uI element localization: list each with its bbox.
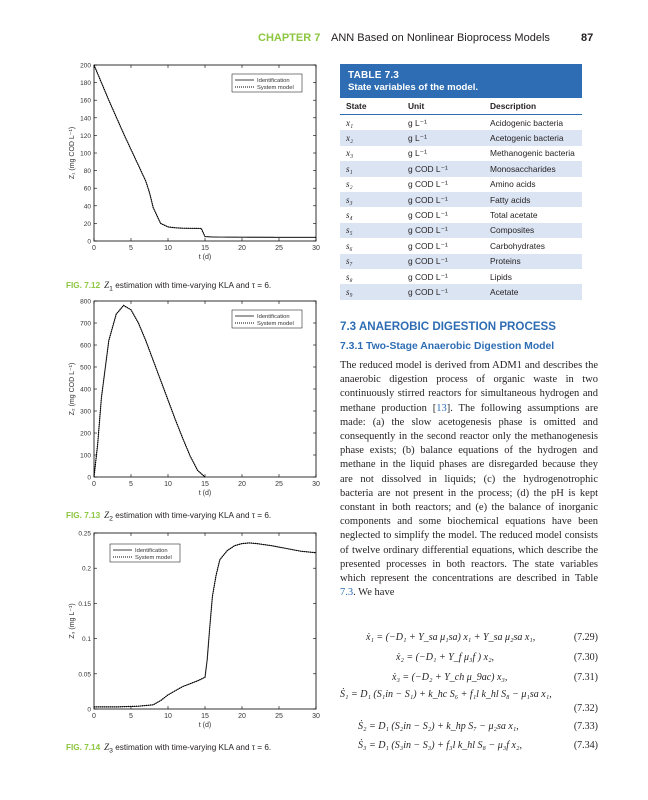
z1-chart — [62, 60, 332, 280]
y-axis-label: Z₁ (mg COD L⁻¹) — [69, 126, 76, 180]
unit-cell: g COD L⁻¹ — [408, 240, 448, 251]
table-ref-link[interactable]: 7.3 — [340, 587, 354, 599]
figure-number: FIG. 7.12 — [66, 281, 101, 290]
table-row — [340, 130, 582, 145]
table-column-headers — [340, 98, 582, 115]
table-row — [340, 254, 582, 269]
unit-cell: g COD L⁻¹ — [408, 194, 448, 205]
y-tick-label: 0.05 — [78, 671, 91, 679]
table-caption: State variables of the model. — [348, 82, 479, 93]
y-tick-label: 100 — [80, 150, 91, 158]
equation-body: ẋ₃ = (−D₂ + Y_ch μ_9ac) x₃, — [392, 672, 508, 683]
table-row — [340, 207, 582, 222]
x-tick-label: 10 — [164, 713, 172, 720]
state-cell: s₇ — [346, 256, 353, 267]
x-axis-label: t (d) — [198, 490, 212, 497]
x-tick-label: 30 — [312, 245, 320, 252]
equation-number: (7.33) — [573, 721, 598, 732]
table-7-3 — [340, 64, 582, 300]
legend-label-identification: Identification — [257, 314, 290, 320]
y-axis-label: Z₃ (mg L⁻¹) — [69, 603, 76, 639]
x-tick-label: 5 — [129, 713, 133, 720]
y-tick-label: 600 — [80, 342, 91, 350]
table-row — [340, 192, 582, 207]
equation-7-34 — [340, 740, 598, 756]
equation-number: (7.29) — [573, 632, 598, 643]
state-cell: s₅ — [346, 225, 353, 236]
y-tick-label: 100 — [80, 452, 91, 460]
state-cell: s₉ — [346, 286, 353, 297]
unit-cell: g L⁻¹ — [408, 117, 427, 128]
description-cell: Carbohydrates — [490, 240, 545, 251]
state-cell: s₁ — [346, 163, 353, 174]
unit-cell: g COD L⁻¹ — [408, 256, 448, 267]
paragraph-text: ]. The following assumptions are made: (a) the slow acetogenesis phase is omitted and consequently in the second reactor only the methanogenesis phase exists; (b) balance equations of the hydrogen and methane in the liquid phases are disregarded because they are not dissolved in liquids; (c) the hydrogenotrophic bacteria are not present in the process; (d) the pH is kept constant in both reactors; and (e) the balance of inorganic components and some biochemical equations have been neglected to simplify the model. The reduced model consists of twelve ordinary differential equations, which describe the presented processes in both reactors. The state variables which represent the concentrations are described in Table — [340, 402, 598, 585]
y-tick-label: 140 — [80, 115, 91, 123]
state-cell: x₂ — [346, 133, 354, 144]
legend-label-system-model: System model — [135, 555, 172, 561]
x-tick-label: 30 — [312, 713, 320, 720]
table-body — [340, 115, 582, 300]
description-cell: Amino acids — [490, 179, 536, 190]
equation-7-29 — [340, 632, 598, 648]
chapter-label: CHAPTER 7 — [258, 32, 321, 44]
equation-number: (7.30) — [573, 652, 598, 663]
paragraph-text: The reduced model is derived from ADM1 and describes the anaerobic digestion process of organic waste in two continuously stirred reactors for simultaneous hydrogen and methane production [ — [340, 360, 598, 414]
citation-link[interactable]: 13 — [436, 402, 447, 414]
y-tick-label: 60 — [83, 185, 91, 193]
running-header — [0, 32, 648, 48]
table-row — [340, 177, 582, 192]
state-cell: x₁ — [346, 117, 354, 128]
x-tick-label: 15 — [201, 713, 209, 720]
table-label: TABLE 7.3 — [348, 70, 400, 81]
description-cell: Fatty acids — [490, 194, 531, 205]
equation-7-31 — [340, 672, 598, 688]
figure-number: FIG. 7.13 — [66, 511, 101, 520]
caption-text: estimation with time-varying KLA and τ = 6. — [115, 511, 272, 520]
unit-cell: g COD L⁻¹ — [408, 179, 448, 190]
caption-text: estimation with time-varying KLA and τ = 6. — [115, 743, 272, 752]
x-tick-label: 15 — [201, 481, 209, 488]
y-tick-label: 0 — [87, 706, 91, 714]
x-tick-label: 25 — [275, 481, 283, 488]
paragraph-text: . We have — [353, 587, 395, 599]
x-tick-label: 30 — [312, 481, 320, 488]
description-cell: Total acetate — [490, 210, 538, 221]
unit-cell: g COD L⁻¹ — [408, 163, 448, 174]
table-row — [340, 223, 582, 238]
y-axis-label: Z₂ (mg COD L⁻¹) — [69, 362, 76, 416]
x-tick-label: 25 — [275, 245, 283, 252]
y-tick-label: 400 — [80, 386, 91, 394]
z2-chart — [62, 296, 332, 506]
subsection-heading: 7.3.1 Two-Stage Anaerobic Digestion Model — [340, 341, 555, 352]
x-tick-label: 5 — [129, 245, 133, 252]
x-tick-label: 20 — [238, 245, 246, 252]
unit-cell: g L⁻¹ — [408, 148, 427, 159]
equation-body: Ṡ₂ = D₁ (S₂in − S₂) + k_hp S₇ − μ₂sa x₁, — [358, 721, 519, 732]
col-header-description: Description — [490, 101, 537, 111]
y-tick-label: 0 — [87, 238, 91, 246]
z3-chart — [62, 528, 332, 738]
table-row — [340, 269, 582, 284]
y-tick-label: 180 — [80, 80, 91, 88]
table-header-bar — [340, 64, 582, 98]
unit-cell: g COD L⁻¹ — [408, 210, 448, 221]
equation-body: Ṡ₁ = D₁ (S₁in − S₁) + k_hc S₆ + f₁l k_hl S₈ − μ₁sa x₁, — [340, 689, 552, 700]
x-tick-label: 10 — [164, 481, 172, 488]
figure-7-13 — [62, 296, 332, 506]
legend-label-system-model: System model — [257, 85, 294, 91]
equation-body: Ṡ₃ = D₁ (S₃in − S₃) + f₃l k_hl S₈ − μ₃f x₂, — [358, 740, 522, 751]
table-row — [340, 161, 582, 176]
description-cell: Methanogenic bacteria — [490, 148, 575, 159]
y-tick-label: 40 — [83, 203, 91, 211]
x-tick-label: 15 — [201, 245, 209, 252]
equation-number: (7.34) — [573, 740, 598, 751]
state-cell: x₃ — [346, 148, 354, 159]
figure-7-13-caption — [66, 510, 271, 523]
x-tick-label: 0 — [92, 713, 96, 720]
table-row — [340, 238, 582, 253]
unit-cell: g COD L⁻¹ — [408, 271, 448, 282]
y-tick-label: 700 — [80, 320, 91, 328]
description-cell: Acidogenic bacteria — [490, 117, 564, 128]
y-tick-label: 200 — [80, 430, 91, 438]
caption-sub: 1 — [109, 285, 113, 293]
y-tick-label: 500 — [80, 364, 91, 372]
legend-label-system-model: System model — [257, 321, 294, 327]
equation-body: ẋ₂ = (−D₁ + Y_f μ₃f ) x₂, — [396, 652, 495, 663]
y-tick-label: 0.2 — [81, 565, 91, 573]
x-tick-label: 5 — [129, 481, 133, 488]
y-tick-label: 0.1 — [81, 636, 91, 644]
caption-var: Z — [104, 510, 110, 520]
state-cell: s₃ — [346, 194, 353, 205]
y-tick-label: 160 — [80, 97, 91, 105]
table-row — [340, 146, 582, 161]
x-axis-label: t (d) — [198, 722, 212, 729]
equation-7-30 — [340, 652, 598, 668]
figure-7-12-caption — [66, 280, 271, 293]
body-paragraph — [340, 359, 598, 600]
y-tick-label: 0 — [87, 474, 91, 482]
col-header-state: State — [346, 101, 367, 111]
table-row — [340, 284, 582, 299]
y-tick-label: 300 — [80, 408, 91, 416]
x-tick-label: 20 — [238, 481, 246, 488]
section-heading: 7.3 ANAEROBIC DIGESTION PROCESS — [340, 320, 557, 333]
x-tick-label: 10 — [164, 245, 172, 252]
x-axis-label: t (d) — [198, 254, 212, 261]
figure-7-14 — [62, 528, 332, 738]
description-cell: Proteins — [490, 256, 521, 267]
state-cell: s₂ — [346, 179, 353, 190]
caption-text: estimation with time-varying KLA and τ = 6. — [115, 281, 272, 290]
y-tick-label: 20 — [83, 220, 91, 228]
legend-label-identification: Identification — [257, 78, 290, 84]
state-cell: s₈ — [346, 271, 353, 282]
x-tick-label: 25 — [275, 713, 283, 720]
legend-label-identification: Identification — [135, 548, 168, 554]
description-cell: Acetogenic bacteria — [490, 133, 564, 144]
caption-var: Z — [104, 280, 110, 290]
y-tick-label: 120 — [80, 132, 91, 140]
chapter-title: ANN Based on Nonlinear Bioprocess Models — [331, 32, 550, 44]
x-tick-label: 20 — [238, 713, 246, 720]
unit-cell: g L⁻¹ — [408, 133, 427, 144]
caption-var: Z — [104, 742, 110, 752]
equation-7-32 — [340, 689, 598, 714]
figure-7-12 — [62, 60, 332, 280]
y-tick-label: 200 — [80, 62, 91, 70]
y-tick-label: 0.25 — [78, 530, 91, 538]
description-cell: Monosaccharides — [490, 163, 556, 174]
equation-7-33 — [340, 721, 598, 737]
state-cell: s₄ — [346, 210, 353, 221]
description-cell: Lipids — [490, 271, 512, 282]
unit-cell: g COD L⁻¹ — [408, 225, 448, 236]
caption-sub: 2 — [109, 515, 113, 523]
description-cell: Composites — [490, 225, 535, 236]
unit-cell: g COD L⁻¹ — [408, 286, 448, 297]
y-tick-label: 80 — [83, 168, 91, 176]
x-tick-label: 0 — [92, 245, 96, 252]
y-tick-label: 0.15 — [78, 600, 91, 608]
description-cell: Acetate — [490, 286, 519, 297]
table-row — [340, 115, 582, 130]
y-tick-label: 800 — [80, 298, 91, 306]
state-cell: s₆ — [346, 240, 353, 251]
equation-body: ẋ₁ = (−D₁ + Y_sa μ₁sa) x₁ + Y_sa μ₂sa x₁, — [366, 632, 536, 643]
figure-7-14-caption — [66, 742, 271, 755]
figure-number: FIG. 7.14 — [66, 743, 101, 752]
x-tick-label: 0 — [92, 481, 96, 488]
equation-number: (7.32) — [573, 703, 598, 714]
page-number: 87 — [581, 32, 594, 44]
caption-sub: 3 — [109, 747, 113, 755]
col-header-unit: Unit — [408, 101, 425, 111]
equation-number: (7.31) — [573, 672, 598, 683]
